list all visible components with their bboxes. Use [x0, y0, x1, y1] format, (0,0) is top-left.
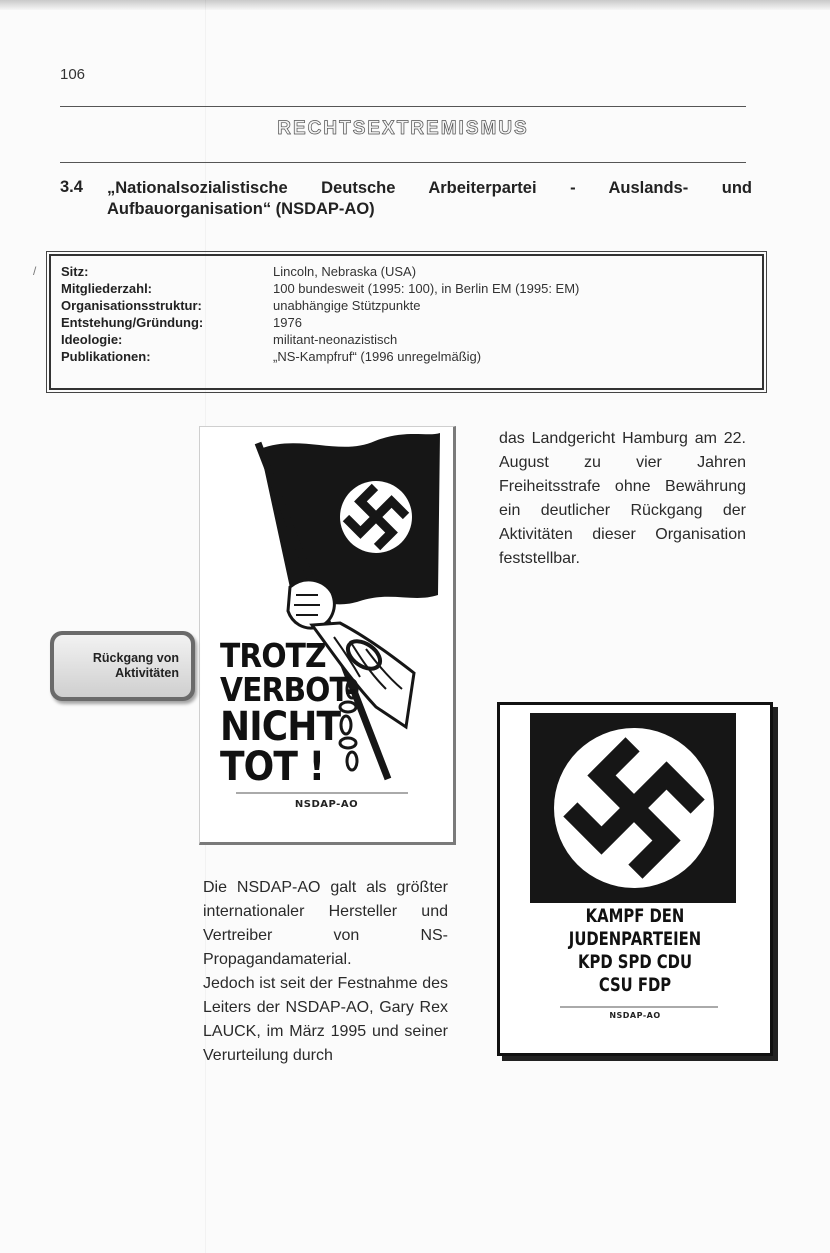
poster-slogan-line: CSU FDP	[598, 974, 672, 996]
fact-value: unabhängige Stützpunkte	[273, 298, 421, 313]
fact-value: Lincoln, Nebraska (USA)	[273, 264, 417, 279]
fact-row-organisationsstruktur	[61, 297, 752, 314]
fact-value: „NS-Kampfruf“ (1996 unregelmäßig)	[273, 349, 482, 364]
poster-footer: NSDAP-AO	[609, 1011, 661, 1020]
side-note-line: Rückgang von	[92, 651, 179, 665]
fact-label: Sitz:	[61, 264, 89, 279]
header-rule-bottom	[60, 162, 746, 163]
poster-slogan	[220, 636, 356, 790]
fact-label: Entstehung/Gründung:	[61, 315, 204, 330]
fact-row-gruendung	[61, 314, 752, 331]
poster-footer: NSDAP-AO	[294, 799, 359, 810]
facts-table	[49, 254, 764, 390]
paragraph: das Landgericht Hamburg am 22. August zu vier Jahren Freiheitsstrafe ohne Bewährung ein deutlicher Rückgang der Aktivitäten dieser Organisation feststellbar.	[499, 430, 746, 567]
poster-slogan-line: TROTZ	[220, 636, 326, 675]
header-rule-top	[60, 106, 746, 107]
scan-top-edge	[0, 0, 830, 10]
fact-label: Ideologie:	[61, 332, 123, 347]
running-header: RECHTSEXTREMISMUS	[277, 118, 529, 139]
poster-kampf-den-judenparteien	[497, 702, 773, 1056]
paragraph: Jedoch ist seit der Festnahme des Leiters der NSDAP-AO, Gary Rex LAUCK, im März 1995 und seiner Verurteilung durch	[203, 975, 448, 1064]
fact-label: Organisationsstruktur:	[61, 298, 202, 313]
section-title: „Nationalsozialistische Deutsche Arbeiterpartei - Auslands- und Aufbauorganisation“ (NSDAP-AO)	[107, 179, 752, 218]
side-note-label	[50, 631, 195, 701]
side-note-line: Aktivitäten	[115, 666, 179, 680]
poster-slogan	[500, 905, 770, 997]
margin-mark: /	[33, 264, 37, 278]
poster-slogan-line: KAMPF DEN	[585, 905, 685, 927]
fact-value: militant-neonazistisch	[273, 332, 398, 347]
poster-slogan-line: JUDENPARTEIEN	[568, 928, 702, 950]
body-text-right	[499, 427, 746, 571]
page-number: 106	[60, 66, 86, 83]
poster-trotz-verbot	[199, 426, 456, 845]
facts-box	[46, 251, 767, 393]
poster-slogan-line: VERBOT-	[220, 670, 356, 709]
poster-slogan-line: KPD SPD CDU	[577, 951, 693, 973]
fact-row-sitz	[61, 263, 752, 280]
fact-label: Publikationen:	[61, 349, 151, 364]
poster-slogan-line: TOT !	[220, 744, 325, 790]
section-number: 3.4	[60, 178, 83, 196]
fact-value: 100 bundesweit (1995: 100), in Berlin EM (1995: EM)	[273, 281, 580, 296]
fact-label: Mitgliederzahl:	[61, 281, 153, 296]
fact-row-ideologie	[61, 331, 752, 348]
side-note-inner	[54, 635, 191, 697]
body-text-left	[203, 876, 448, 1068]
poster-slogan-line: NICHT	[220, 704, 341, 750]
fact-row-mitgliederzahl	[61, 280, 752, 297]
fact-row-publikationen	[61, 348, 752, 365]
poster-emblem	[500, 705, 770, 1053]
fact-value: 1976	[273, 315, 302, 330]
paragraph: Die NSDAP-AO galt als größter internationaler Hersteller und Vertreiber von NS-Propagandamaterial.	[203, 879, 448, 968]
